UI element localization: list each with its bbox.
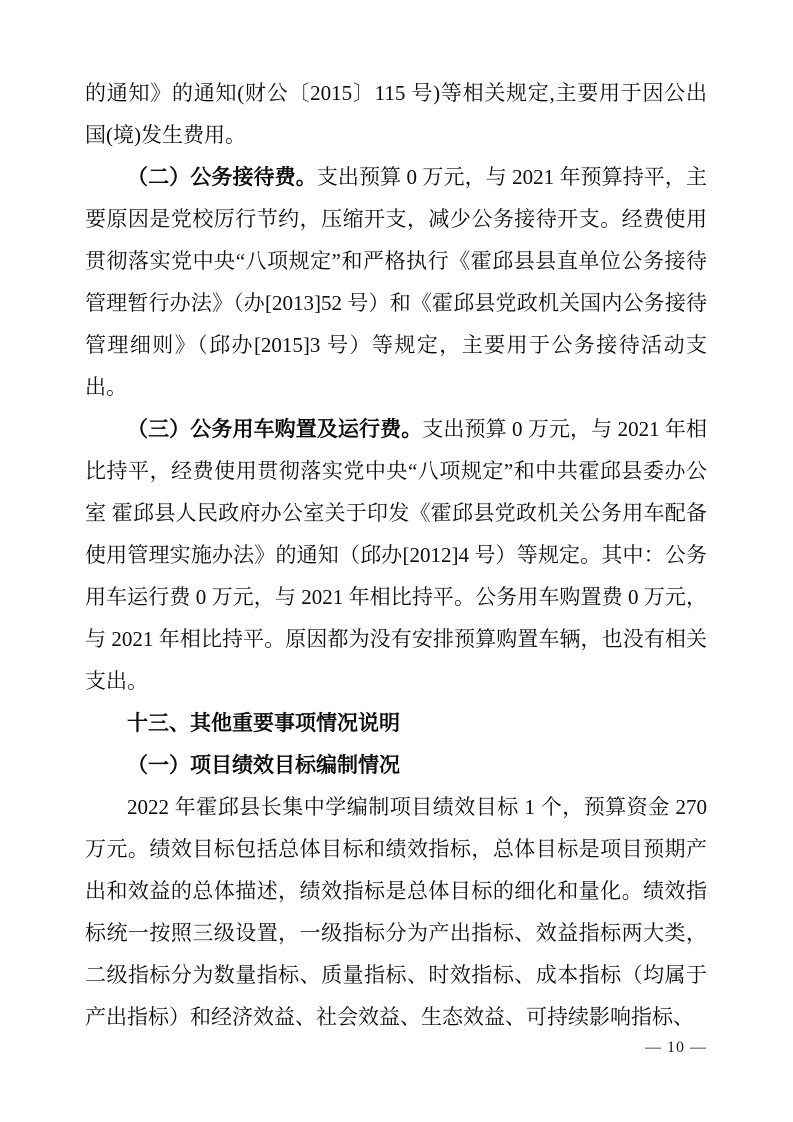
page-footer bbox=[645, 1038, 707, 1058]
page-number: — 10 — bbox=[645, 1039, 707, 1056]
paragraph-lead-official-vehicle: （三）公务用车购置及运行费。 bbox=[127, 417, 423, 441]
heading-subsection-1-performance-target-compilation: （一）项目绩效目标编制情况 bbox=[127, 753, 400, 777]
paragraph-travel-continuation: 的通知》的通知(财公〔2015〕115 号)等相关规定,主要用于因公出国(境)发生费用。 bbox=[85, 81, 707, 147]
paragraph-performance-targets: 2022 年霍邱县长集中学编制项目绩效目标 1 个，预算资金 270 万元。绩效目标包括总体目标和绩效指标，总体目标是项目预期产出和效益的总体描述，绩效指标是总体目标的细化和量化。绩效指标统一按照三级设置，一级指标分为产出指标、效益指标两大类，二级指标分为数量指标、质量指标、时效指标、成本指标（均属于产出指标）和经济效益、社会效益、生态效益、可持续影响指标、 bbox=[85, 795, 707, 1029]
heading-section-13-other-important-matters: 十三、其他重要事项情况说明 bbox=[127, 711, 400, 735]
paragraph-text-official-reception: 支出预算 0 万元，与 2021 年预算持平，主要原因是党校厉行节约，压缩开支，减少公务接待开支。经费使用贯彻落实党中央“八项规定”和严格执行《霍邱县县直单位公务接待管理暂行办法》（办[2013]52 号）和《霍邱县党政机关国内公务接待管理细则》（邱办[2015]3 号）等规定，主要用于公务接待活动支出。 bbox=[85, 165, 708, 399]
document-body bbox=[85, 72, 707, 1038]
paragraph-lead-official-reception: （二）公务接待费。 bbox=[127, 165, 317, 189]
paragraph-official-reception bbox=[85, 156, 707, 408]
paragraph-official-vehicle bbox=[85, 408, 707, 702]
paragraph-text-official-vehicle: 支出预算 0 万元，与 2021 年相比持平，经费使用贯彻落实党中央“八项规定”和中共霍邱县委办公室 霍邱县人民政府办公室关于印发《霍邱县党政机关公务用车配备使用管理实施办法》的通知（邱办[2012]4 号）等规定。其中：公务用车运行费 0 万元，与 2021 年相比持平。公务用车购置费 0 万元，与 2021 年相比持平。原因都为没有安排预算购置车辆，也没有相关支出。 bbox=[85, 417, 707, 693]
